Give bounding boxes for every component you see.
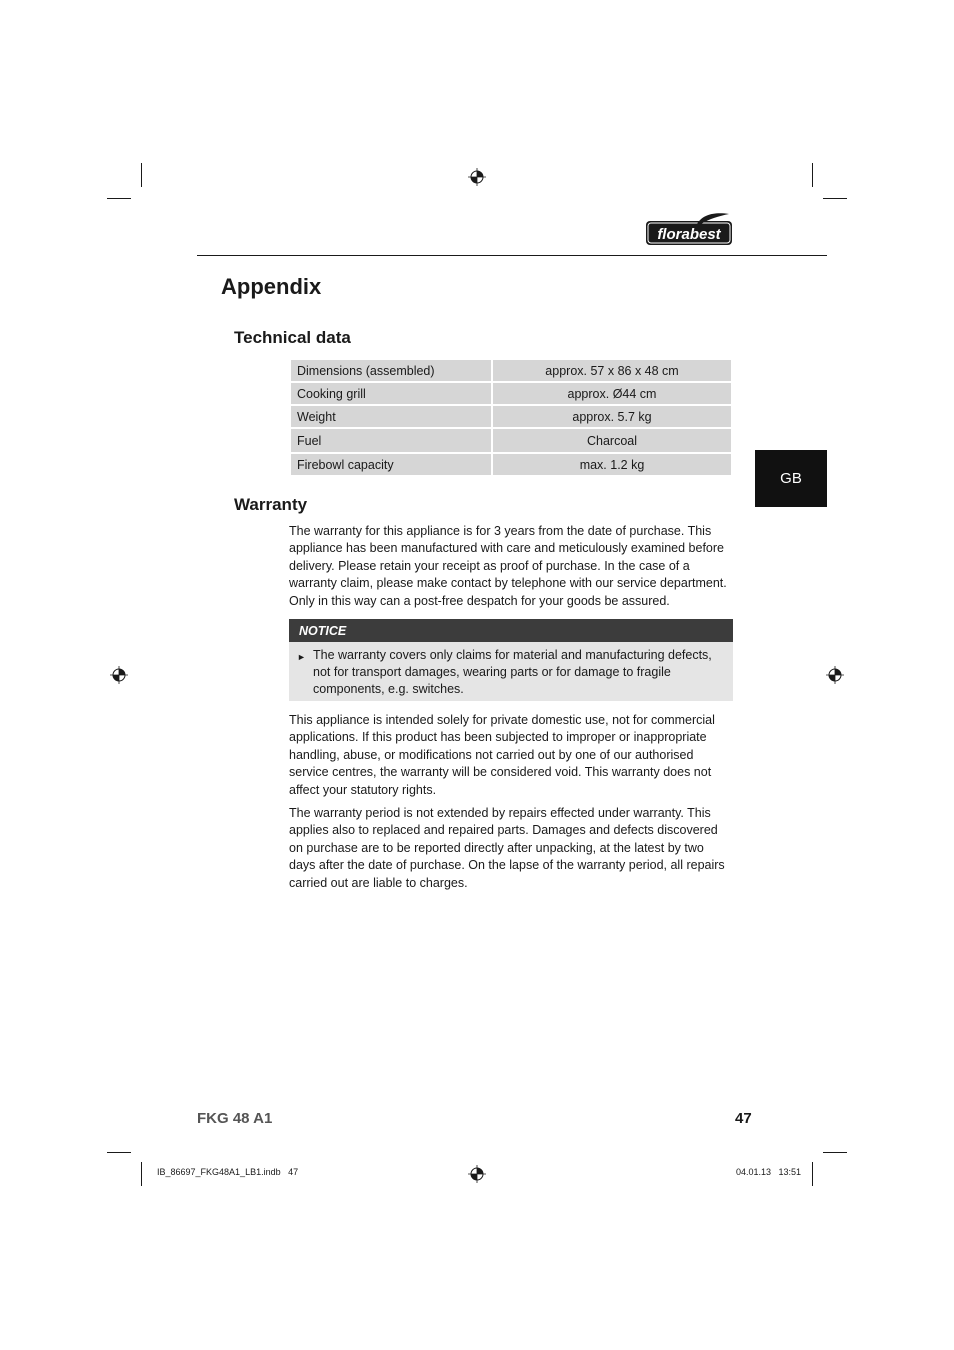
slug-date: 04.01.13 13:51: [736, 1167, 802, 1177]
page-title: Appendix: [221, 274, 322, 299]
notice-title: NOTICE: [299, 623, 347, 638]
registration-mark-icon: [468, 168, 486, 186]
table-row: [291, 406, 731, 427]
warranty-paragraph: The warranty for this appliance is for 3 years from the date of purchase. This appliance has been manufactured with care and meticulously examined before delivery. Please retain your receipt as proof of purchase. In the case of a warranty claim, please make contact by telephone with our service department. Only in this way can a post-free despatch for your goods be assured.: [289, 524, 727, 608]
crop-mark: [107, 198, 131, 199]
notice-header: [289, 619, 733, 642]
language-tab-label: GB: [780, 470, 802, 487]
table-row: [291, 454, 731, 475]
spec-label: Dimensions (assembled): [291, 360, 491, 381]
registration-mark-icon: [110, 666, 128, 684]
crop-mark: [812, 1162, 813, 1186]
crop-mark: [141, 1162, 142, 1186]
spec-value: approx. 57 x 86 x 48 cm: [493, 360, 731, 381]
header-rule: [197, 255, 827, 256]
language-tab: [755, 450, 827, 507]
spec-value: Charcoal: [493, 429, 731, 452]
crop-mark: [823, 198, 847, 199]
footer-model: FKG 48 A1: [197, 1110, 273, 1127]
table-row: [291, 383, 731, 404]
spec-label: Weight: [291, 406, 491, 427]
logo-text: florabest: [657, 226, 721, 243]
spec-value: approx. Ø44 cm: [493, 383, 731, 404]
table-row: [291, 429, 731, 452]
technical-data-table: [289, 358, 733, 477]
notice-body: [289, 642, 733, 701]
arrow-bullet-icon: ►: [297, 652, 306, 662]
spec-label: Cooking grill: [291, 383, 491, 404]
crop-mark: [812, 163, 813, 187]
warranty-paragraph: This appliance is intended solely for private domestic use, not for commercial applications. If this product has been subjected to improper or inappropriate handling, abuse, or modifications not carried out by one of our authorised service centres, the warranty will be considered void. This warranty does not affect your statutory rights.: [289, 713, 715, 797]
warranty-paragraph: The warranty period is not extended by repairs effected under warranty. This applies also to replaced and repaired parts. Damages and defects discovered on purchase are to be reported directly after unpacking, at the latest by two days after the date of purchase. On the lapse of the warranty period, all repairs carried out are liable to charges.: [289, 806, 725, 890]
page-number: 47: [735, 1110, 752, 1127]
crop-mark: [823, 1152, 847, 1153]
spec-label: Fuel: [291, 429, 491, 452]
florabest-logo: [645, 212, 733, 246]
technical-data-heading: Technical data: [234, 328, 351, 347]
registration-mark-icon: [826, 666, 844, 684]
warranty-heading: Warranty: [234, 495, 308, 514]
spec-label: Firebowl capacity: [291, 454, 491, 475]
spec-value: max. 1.2 kg: [493, 454, 731, 475]
slug-file: IB_86697_FKG48A1_LB1.indb 47: [157, 1167, 299, 1177]
spec-value: approx. 5.7 kg: [493, 406, 731, 427]
crop-mark: [107, 1152, 131, 1153]
table-row: [291, 360, 731, 381]
registration-mark-icon: [468, 1165, 486, 1183]
crop-mark: [141, 163, 142, 187]
notice-text: The warranty covers only claims for material and manufacturing defects, not for transport damages, wearing parts or for damage to fragile components, e.g. switches.: [313, 648, 712, 697]
